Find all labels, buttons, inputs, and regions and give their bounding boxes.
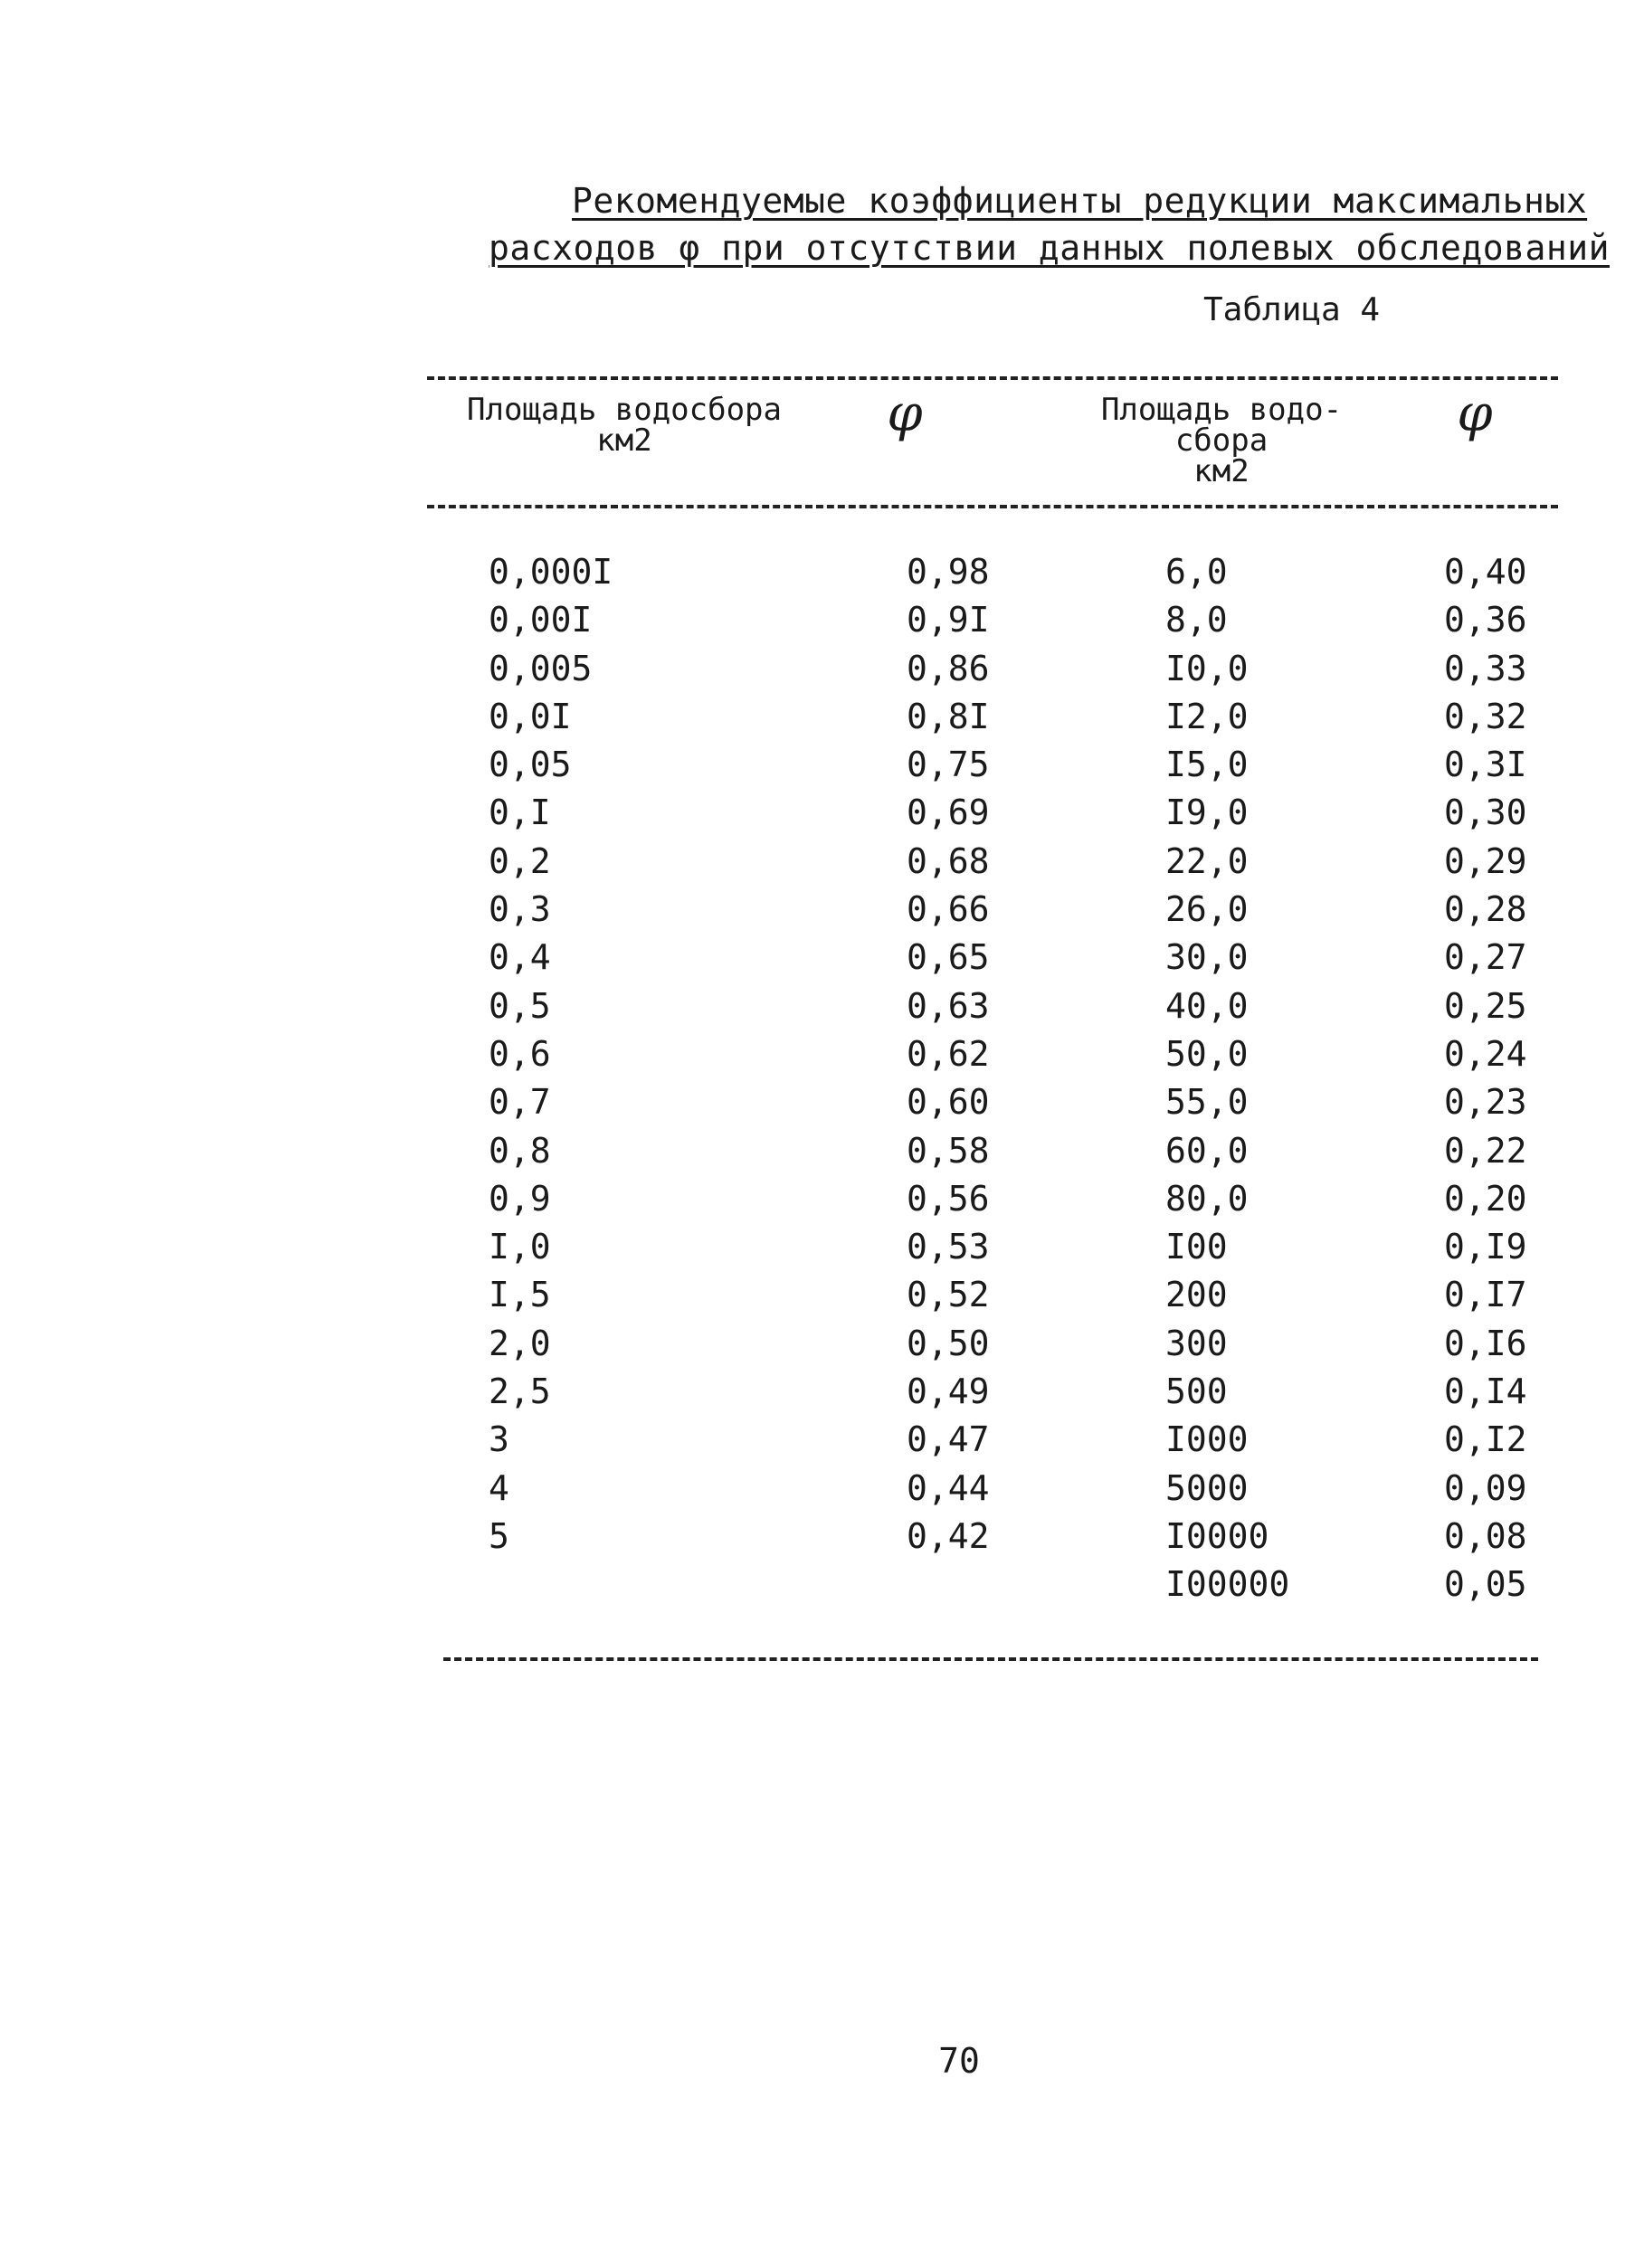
table-cell: 0,98 — [907, 552, 990, 592]
table-cell: 0,68 — [907, 840, 990, 881]
table-cell: I2,0 — [1165, 696, 1249, 736]
table-cell: 0,66 — [907, 889, 990, 930]
table-cell: I,5 — [489, 1275, 551, 1315]
table-cell: I000 — [1165, 1419, 1249, 1460]
column-phi-right — [1444, 548, 1527, 1609]
header-area-right-line1: Площадь водо- — [1100, 392, 1343, 428]
table-label: Таблица 4 — [1203, 291, 1381, 328]
table-top-rule — [427, 376, 1558, 380]
table-cell: 0,4 — [489, 937, 551, 978]
table-cell: 0,08 — [1444, 1515, 1527, 1556]
table-cell: 0,I7 — [1444, 1275, 1527, 1315]
table-cell: 0,56 — [907, 1178, 990, 1219]
table-cell: 6,0 — [1165, 552, 1228, 592]
page-number: 70 — [938, 2041, 980, 2081]
table-cell: 0,000I — [489, 552, 613, 592]
table-header-rule — [427, 505, 1558, 508]
table-cell: I0000 — [1165, 1515, 1269, 1556]
table-cell: 0,00I — [489, 600, 593, 641]
header-phi-left: φ — [887, 384, 923, 443]
table-bottom-rule — [443, 1657, 1538, 1661]
table-cell: 0,28 — [1444, 889, 1527, 930]
table-cell: 300 — [1165, 1323, 1228, 1363]
table-cell: 2,5 — [489, 1371, 551, 1412]
table-cell: 0,53 — [907, 1227, 990, 1267]
table-cell: 0,I9 — [1444, 1227, 1527, 1267]
table-cell: 0,0I — [489, 696, 572, 736]
table-cell: 0,52 — [907, 1275, 990, 1315]
table-cell: 30,0 — [1165, 937, 1249, 978]
table-cell: 0,I6 — [1444, 1323, 1527, 1363]
table-cell: 0,05 — [489, 745, 572, 785]
table-cell: 0,3I — [1444, 745, 1527, 785]
table-cell: 0,I2 — [1444, 1419, 1527, 1460]
header-area-left — [443, 392, 805, 459]
table-cell: 0,005 — [489, 648, 593, 688]
header-area-right — [1068, 394, 1375, 487]
header-area-left-label: Площадь водосбора — [467, 392, 782, 428]
table-cell: 0,8I — [907, 696, 990, 736]
table-cell: 0,22 — [1444, 1130, 1527, 1171]
table-cell: 0,24 — [1444, 1033, 1527, 1074]
table-cell: 0,2 — [489, 840, 551, 881]
table-cell: 0,3 — [489, 889, 551, 930]
table-cell: 0,20 — [1444, 1178, 1527, 1219]
table-cell: 500 — [1165, 1371, 1228, 1412]
table-cell: 0,69 — [907, 792, 990, 833]
table-cell: 0,7 — [489, 1082, 551, 1123]
table-cell: 0,25 — [1444, 985, 1527, 1026]
table-cell: 0,8 — [489, 1130, 551, 1171]
table-cell: 0,9I — [907, 600, 990, 641]
table-cell: 2,0 — [489, 1323, 551, 1363]
table-cell: 0,9 — [489, 1178, 551, 1219]
column-area-right — [1165, 548, 1289, 1609]
table-cell: 0,I4 — [1444, 1371, 1527, 1412]
table-cell: 0,47 — [907, 1419, 990, 1460]
table-cell: 22,0 — [1165, 840, 1249, 881]
table-cell: 0,09 — [1444, 1467, 1527, 1508]
table-cell: 200 — [1165, 1275, 1228, 1315]
table-cell: 0,30 — [1444, 792, 1527, 833]
table-cell: 0,60 — [907, 1082, 990, 1123]
table-cell: I,0 — [489, 1227, 551, 1267]
table-cell: 3 — [489, 1419, 509, 1460]
table-cell: 0,63 — [907, 985, 990, 1026]
table-cell: 0,29 — [1444, 840, 1527, 881]
table-cell: 0,I — [489, 792, 551, 833]
column-phi-left — [907, 548, 990, 1561]
table-cell: 26,0 — [1165, 889, 1249, 930]
document-title-line-1: Рекомендуемые коэффициенты редукции максимальных — [572, 181, 1588, 221]
table-cell: I9,0 — [1165, 792, 1249, 833]
header-area-right-line2: сбора — [1174, 422, 1269, 459]
table-cell: 80,0 — [1165, 1178, 1249, 1219]
table-cell: 0,5 — [489, 985, 551, 1026]
table-cell: 0,58 — [907, 1130, 990, 1171]
column-area-left — [489, 548, 613, 1561]
table-cell: 0,44 — [907, 1467, 990, 1508]
table-cell: 40,0 — [1165, 985, 1249, 1026]
header-area-left-unit: км2 — [596, 422, 652, 459]
table-cell: 0,86 — [907, 648, 990, 688]
header-area-right-unit: км2 — [1193, 453, 1250, 489]
table-cell: 0,33 — [1444, 648, 1527, 688]
table-cell: 4 — [489, 1467, 509, 1508]
header-phi-right: φ — [1457, 384, 1493, 443]
document-title-line-2: расходов φ при отсутствии данных полевых обследований — [489, 228, 1611, 268]
table-cell: 0,40 — [1444, 552, 1527, 592]
table-cell: 0,23 — [1444, 1082, 1527, 1123]
table-cell: 0,32 — [1444, 696, 1527, 736]
table-cell: 0,05 — [1444, 1564, 1527, 1605]
table-cell: 0,6 — [489, 1033, 551, 1074]
table-cell: I5,0 — [1165, 745, 1249, 785]
table-cell: 0,42 — [907, 1515, 990, 1556]
table-cell: 5000 — [1165, 1467, 1249, 1508]
table-cell: 0,50 — [907, 1323, 990, 1363]
table-cell: I00 — [1165, 1227, 1228, 1267]
table-cell: 0,27 — [1444, 937, 1527, 978]
table-cell: 60,0 — [1165, 1130, 1249, 1171]
table-cell: I0,0 — [1165, 648, 1249, 688]
table-cell: 50,0 — [1165, 1033, 1249, 1074]
table-cell: 55,0 — [1165, 1082, 1249, 1123]
table-cell: 0,49 — [907, 1371, 990, 1412]
table-cell: 0,75 — [907, 745, 990, 785]
table-cell: 0,65 — [907, 937, 990, 978]
table-cell: 0,36 — [1444, 600, 1527, 641]
table-cell: I00000 — [1165, 1564, 1290, 1605]
table-cell: 0,62 — [907, 1033, 990, 1074]
table-cell: 8,0 — [1165, 600, 1228, 641]
table-cell: 5 — [489, 1515, 509, 1556]
